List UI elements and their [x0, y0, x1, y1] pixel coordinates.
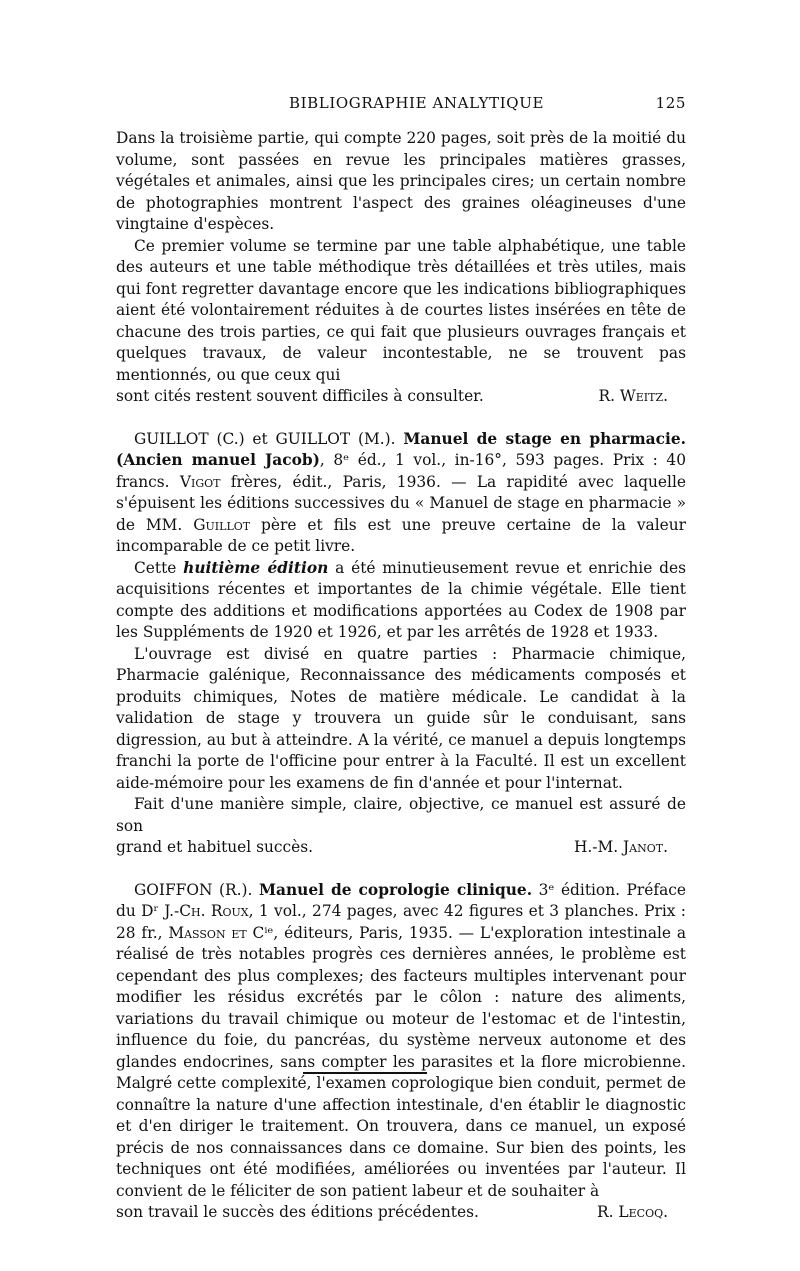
page-content [116, 128, 686, 1224]
reviewer-signature: H.-M. Janot. [573, 838, 668, 856]
book-publisher: Vigot [179, 472, 221, 491]
emphasis-text: huitième édition [183, 558, 329, 577]
review-last-line [116, 1202, 686, 1224]
running-title: BIBLIOGRAPHIE ANALYTIQUE [289, 94, 544, 112]
review-text-end: sont cités restent souvent difficiles à consulter. [116, 387, 484, 405]
review-paragraph: Dans la troisième partie, qui compte 220 pages, soit près de la moitié du volume, sont passées en revue les principales matières grasses, végétales et animales, ainsi que les principales cires; un certain nombre de photographies montrent l'aspect des graines oléagineuses d'une vingtaine d'espèces. [116, 129, 686, 233]
review-text-end: son travail le succès des éditions précédentes. [116, 1203, 479, 1221]
review-last-line [116, 386, 686, 408]
book-details: , 1 vol., 274 pages, avec 42 figures et 3 planches. Prix : 28 fr., [116, 902, 686, 942]
review-text: , éditeurs, Paris, 1935. — L'exploration intestinale a réalisé de très notables progrès ces dernières années, le problème est cependant des plus complexes; des facteurs multiples intervenant pour modifier les résidus excrétés par le côlon : nature des aliments, variations du travail chimique ou moteur de l'estomac et de l'intestin, influence du foie, du pancréas, du système nerveux autonome et des glandes endocrines, sans compter les parasites et la flore microbienne. Malgré cette complexité, l'examen coprologique bien conduit, permet de connaître la nature d'une affection intestinale, d'en établir le diagnostic et d'en diriger le traitement. On trouvera, dans ce manuel, un exposé précis de nos connaissances dans ce domaine. Sur bien des points, les techniques ont été modifiées, améliorées ou inventées par l'auteur. Il convient de le féliciter de son patient labeur et de souhaiter à [116, 923, 686, 1200]
section-gap [116, 408, 686, 429]
book-imprint: frères, édit., Paris, 1936. — La rapidité avec laquelle s'épuisent les éditions successives du « Manuel de stage en pharmacie » de MM. [116, 472, 686, 534]
section-gap [116, 859, 686, 880]
book-details: 3ᵉ édition. Préface du Dʳ [116, 880, 686, 920]
review-last-line [116, 837, 686, 859]
book-entry [116, 880, 686, 1203]
section-end-rule [303, 1072, 427, 1074]
review-weitz [116, 128, 686, 408]
book-author: GOIFFON (R.). [134, 880, 253, 899]
review-paragraph: Fait d'une manière simple, claire, objective, ce manuel est assuré de son [116, 795, 686, 835]
book-subtitle: (Ancien manuel Jacob) [116, 451, 320, 469]
book-authors: GUILLOT (C.) et GUILLOT (M.). [134, 429, 396, 448]
review-text-end: grand et habituel succès. [116, 838, 314, 856]
page-number: 125 [655, 94, 686, 112]
reviewer-signature: R. Weitz. [598, 387, 668, 405]
preface-author: J.-Ch. Roux [164, 902, 249, 920]
review-guillot [116, 429, 686, 859]
reviewer-signature: R. Lecoq. [597, 1203, 668, 1221]
review-paragraph: Ce premier volume se termine par une table alphabétique, une table des auteurs et une table méthodique très détaillées et très utiles, mais qui font regretter davantage encore que les indications bibliographiques aient été volontairement réduites à de courtes listes insérées en tête de chacune des trois parties, ce qui fait que plusieurs ouvrages français et quelques travaux, de valeur incontestable, ne se trouvent pas mentionnés, ou que ceux qui [116, 236, 686, 384]
book-publisher: Masson et Cⁱᵉ [168, 923, 274, 942]
book-title: Manuel de stage en pharmacie. [403, 429, 686, 448]
book-title: Manuel de coprologie clinique. [258, 880, 533, 899]
review-text: a été minutieusement revue et enrichie des acquisitions récentes et importantes de la chimie végétale. Elle tient compte des additions et modifications apportées au Codex de 1908 par les Suppléments de 1920 et 1926, et par les arrêtés de 1928 et 1933. [116, 558, 686, 641]
page-header [116, 94, 686, 116]
author-reference: Guillot [193, 515, 251, 534]
review-goiffon [116, 880, 686, 1224]
review-paragraph: L'ouvrage est divisé en quatre parties : Pharmacie chimique, Pharmacie galénique, Reconnaissance des médicaments composés et produits chimiques, Notes de matière médicale. Le candidat à la validation de stage y trouvera un guide sûr le conduisant, sans digression, au but à atteindre. A la vérité, ce manuel a depuis longtemps franchi la porte de l'officine pour entrer à la Faculté. Il est un excellent aide-mémoire pour les examens de fin d'année et pour l'internat. [116, 644, 686, 792]
book-details: , 8ᵉ éd., 1 vol., in-16°, 593 pages. Prix : 40 francs. [116, 451, 686, 491]
review-intro-end: père et fils est une preuve certaine de la valeur incomparable de ce petit livre. [116, 515, 686, 555]
review-text: Cette [134, 558, 184, 577]
book-entry [116, 429, 686, 558]
review-paragraph [116, 558, 686, 644]
